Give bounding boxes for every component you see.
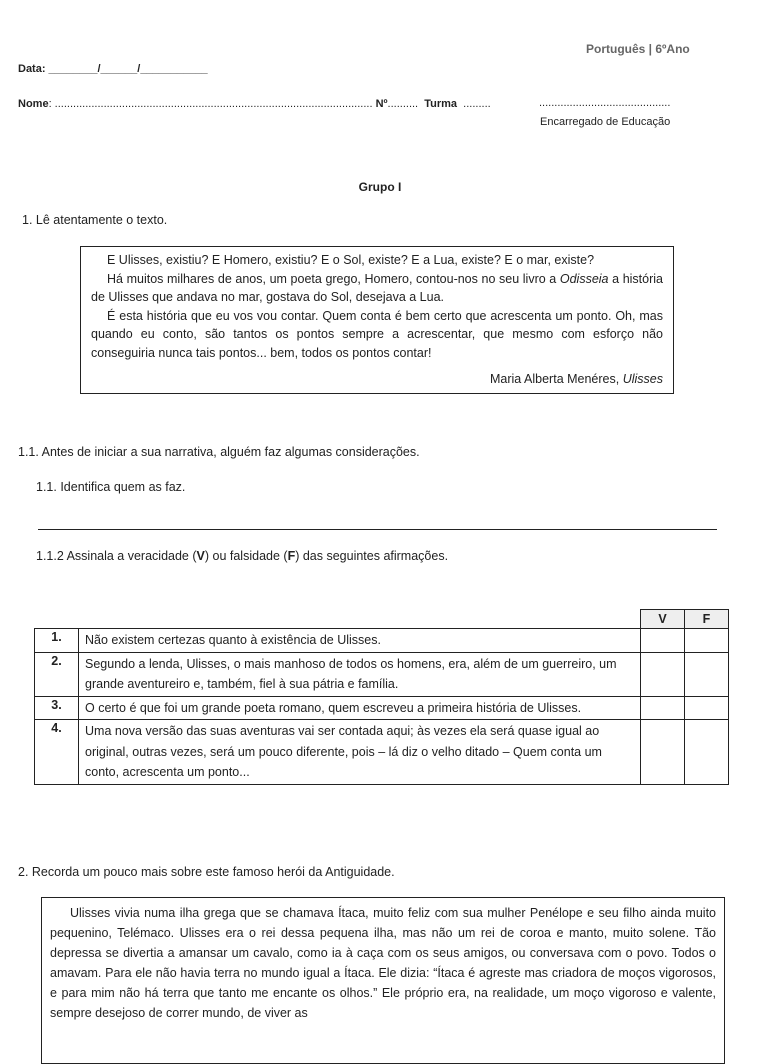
text1-paragraph-2: Há muitos milhares de anos, um poeta grego, Homero, contou-nos no seu livro a Odisseia a história de Ulisses que andava no mar, gostava do Sol, desejava a Lua. [91, 271, 663, 304]
true-false-table [34, 609, 729, 785]
f-answer-cell[interactable] [685, 652, 729, 696]
row-number: 3. [35, 696, 79, 720]
f-answer-cell[interactable] [685, 629, 729, 653]
name-row [18, 98, 491, 110]
table-row [35, 720, 729, 785]
question-1: 1. Lê atentamente o texto. [22, 213, 168, 227]
v-answer-cell[interactable] [641, 720, 685, 785]
question-1-1: 1.1. Antes de iniciar a sua narrativa, alguém faz algumas considerações. [18, 445, 420, 459]
question-2: 2. Recorda um pouco mais sobre este famoso herói da Antiguidade. [18, 865, 395, 879]
turma-field[interactable]: ......... [463, 98, 491, 110]
text1-work: Ulisses [622, 372, 663, 386]
f-answer-cell[interactable] [685, 696, 729, 720]
question-1-1-identify: 1.1. Identifica quem as faz. [36, 480, 186, 494]
date-field[interactable]: Data: ________/______/___________ [18, 63, 208, 75]
table-row [35, 652, 729, 696]
row-number: 1. [35, 629, 79, 653]
reading-text-box [80, 246, 674, 394]
v-answer-cell[interactable] [641, 652, 685, 696]
table-row [35, 696, 729, 720]
guardian-signature-field[interactable]: ........................................... [539, 97, 671, 109]
odisseia-title: Odisseia [559, 271, 609, 286]
numero-label: Nº [375, 98, 388, 110]
answer-line[interactable] [38, 529, 717, 530]
text1-paragraph-1: E Ulisses, existiu? E Homero, existiu? E o Sol, existe? E a Lua, existe? E o mar, existe? [107, 253, 595, 267]
row-statement: Uma nova versão das suas aventuras vai ser contada aqui; às vezes ela será quase igual ao original, outras vezes, será um pouco diferente, pois – lá diz o velho ditado – Quem conta um conto, acrescenta um ponto... [79, 720, 641, 785]
row-statement: Não existem certezas quanto à existência de Ulisses. [79, 629, 641, 653]
row-statement: O certo é que foi um grande poeta romano, quem escreveu a primeira história de Ulisses. [79, 696, 641, 720]
column-f: F [685, 610, 729, 629]
name-label: Nome [18, 98, 49, 110]
text1-paragraph-3: É esta história que eu vos vou contar. Quem conta é bem certo que acrescenta um ponto. Oh, mas quando eu conto, são tantos os pontos sempre a acrescentar, que mesmo com esforço não conseguiria nunca tais pontos... bem, todos os pontos contar! [91, 308, 663, 360]
v-answer-cell[interactable] [641, 629, 685, 653]
name-field[interactable]: : ........................................................................................................ [48, 98, 373, 110]
text2-paragraph: Ulisses vivia numa ilha grega que se chamava Ítaca, muito feliz com sua mulher Penélope e seu filho ainda muito pequenino, Telémaco. Ulisses era o rei dessa pequena ilha, mas não um rei de coroa e manto, muito solene. Tão depressa se divertia a amansar um cavalo, como ia à caça com os seus amigos, ou conversava com o povo. Todos o amavam. Para ele não havia terra no mundo igual a Ítaca. Ele dizia: “Ítaca é agreste mas criadora de moços vigorosos, e para mim não há terra que tanto me encante os olhos.” Ele próprio era, na realidade, um moço vigoroso e valente, sempre desejoso de correr mundo, de viver as [50, 906, 716, 1020]
table-row [35, 629, 729, 653]
group-title: Grupo I [358, 180, 402, 194]
guardian-label: Encarregado de Educação [540, 116, 671, 128]
v-answer-cell[interactable] [641, 696, 685, 720]
ulisses-text-box [41, 897, 725, 1064]
row-number: 4. [35, 720, 79, 785]
row-number: 2. [35, 652, 79, 696]
f-answer-cell[interactable] [685, 720, 729, 785]
row-statement: Segundo a lenda, Ulisses, o mais manhoso de todos os homens, era, além de um guerreiro, um grande aventureiro e, também, fiel à sua pátria e família. [79, 652, 641, 696]
table-header-row [35, 610, 729, 629]
text1-author: Maria Alberta Menéres, Ulisses [490, 372, 663, 386]
question-1-1-2: 1.1.2 Assinala a veracidade (V) ou falsidade (F) das seguintes afirmações. [36, 549, 449, 563]
numero-field[interactable]: .......... [387, 98, 419, 110]
subject-header: Português | 6ºAno [586, 42, 690, 56]
turma-label: Turma [424, 98, 458, 110]
column-v: V [641, 610, 685, 629]
